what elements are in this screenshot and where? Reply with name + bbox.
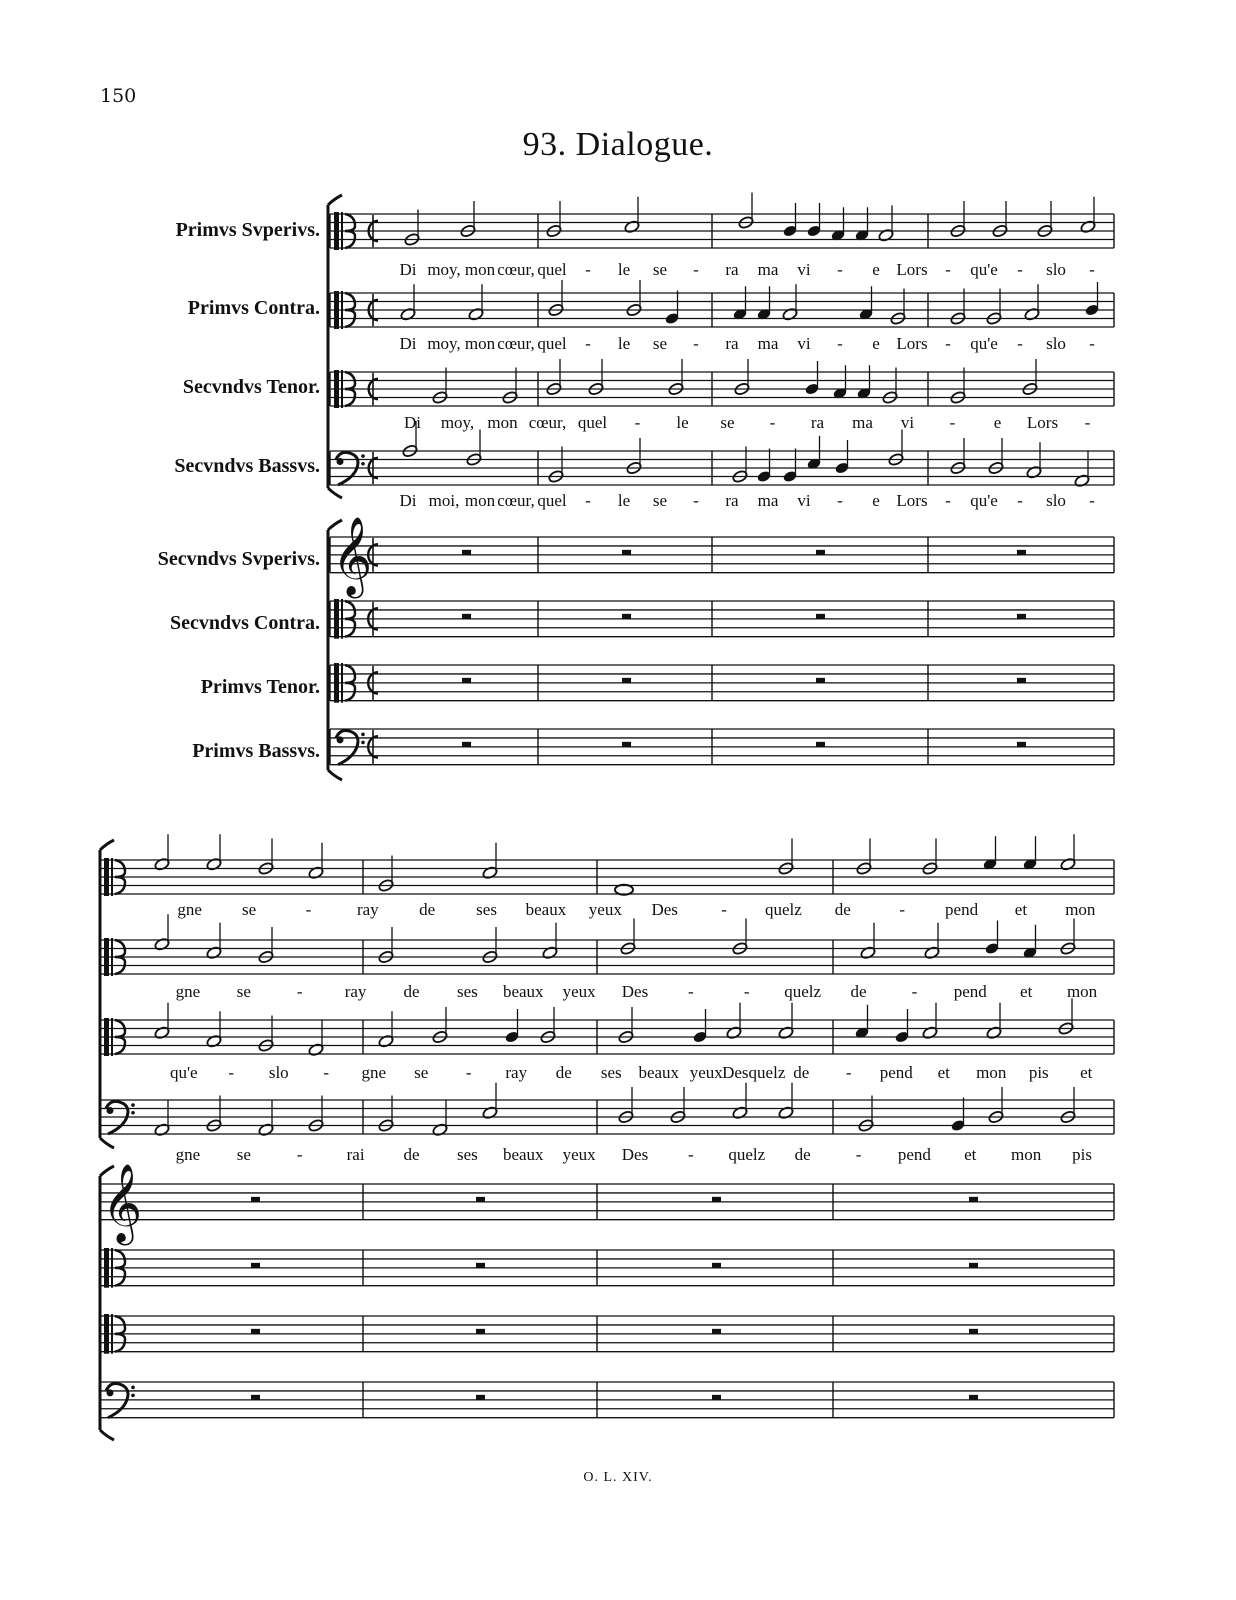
lyric-syllable: slo [268,1063,289,1082]
lyric-syllable: ma [757,491,779,510]
part-label: Primvs Bassvs. [192,740,320,762]
lyric-syllable: - [296,1145,303,1164]
whole-rest [969,1329,978,1334]
lyric-syllable: slo [1046,491,1066,510]
lyric-syllable: vi [797,260,811,279]
lyric-syllable: - [1017,491,1023,510]
lyric-syllable: Di [399,334,417,353]
c-clef [104,938,109,976]
lyric-syllable: - [585,260,591,279]
lyric-syllable: ray [505,1063,528,1082]
lyric-syllable: se [652,260,668,279]
lyric-syllable: qu'e [970,260,998,279]
f-clef [361,733,365,737]
lyric-syllable: de [419,900,436,919]
part-label: Primvs Tenor. [200,676,320,698]
lyric-syllable: - [305,900,312,919]
lyric-syllable: qu'e [970,491,998,510]
lyric-syllable: - [465,1063,472,1082]
lyric-syllable: - [845,1063,852,1082]
lyric-syllable: et [1014,900,1028,919]
lyric-syllable: mon [976,1063,1007,1082]
lyric-syllable: rai [346,1145,365,1164]
lyric-syllable: beaux [638,1063,680,1082]
lyric-syllable: gne [175,982,201,1001]
lyric-syllable: beaux [502,1145,544,1164]
c-clef [341,212,343,250]
c-clef [341,291,343,329]
whole-note [615,885,633,895]
lyric-syllable: - [1089,334,1095,353]
lyric-syllable: ses [476,900,497,919]
lyric-syllable: Des [621,982,649,1001]
lyric-syllable: et [1020,982,1033,1001]
lyric-syllable: - [585,491,591,510]
lyric-syllable: - [945,334,951,353]
lyric-syllable: gne [175,1145,201,1164]
lyric-syllable: vi [900,413,915,432]
c-clef [104,858,109,896]
lyric-syllable: Di [399,260,417,279]
lyric-syllable: se [241,900,257,919]
lyric-syllable: e [993,413,1002,432]
whole-rest [251,1329,260,1334]
lyric-syllable: qu'e [970,334,998,353]
whole-rest [1017,550,1026,555]
whole-rest [476,1197,485,1202]
whole-rest [712,1263,721,1268]
c-clef [104,1314,109,1354]
lyric-syllable: e [872,334,880,353]
piece-title: 93. Dialogue. [522,126,714,163]
lyric-syllable: quelz [784,982,822,1001]
lyric-syllable: beaux [525,900,567,919]
lyric-syllable: - [945,491,951,510]
lyric-syllable: moy, [427,334,461,353]
lyric-syllable: - [688,1145,694,1164]
whole-rest [622,742,631,747]
part-label: Secvndvs Bassvs. [174,455,320,477]
whole-rest [476,1329,485,1334]
f-clef [361,741,365,745]
whole-rest [476,1263,485,1268]
lyric-syllable: slo [1046,260,1066,279]
lyric-syllable: mon [1065,900,1096,919]
lyric-syllable: mon [487,413,518,432]
lyric-syllable: pend [879,1063,913,1082]
lyric-syllable: - [721,900,727,919]
lyric-syllable: - [949,413,956,432]
lyric-syllable: - [296,982,303,1001]
whole-rest [622,678,631,683]
lyric-syllable: yeux [689,1063,723,1082]
page-number: 150 [100,85,137,107]
staff-lines [100,195,1114,1440]
f-clef [106,1101,128,1134]
whole-rest [1017,678,1026,683]
lyric-syllable: quel [577,413,608,432]
lyric-syllable: Des [621,1145,649,1164]
f-clef [336,452,358,485]
whole-rest [712,1329,721,1334]
lyric-syllable: ra [810,413,825,432]
lyric-syllable: pis [1072,1145,1092,1164]
lyric-syllable: - [769,413,776,432]
lyric-syllable: beaux [502,982,544,1001]
f-clef [337,458,344,465]
whole-rest [1017,614,1026,619]
lyric-syllable: mon [464,260,496,279]
whole-rest [462,742,471,747]
lyric-syllable: Desquelz [722,1063,786,1082]
lyric-syllable: - [693,260,699,279]
lyric-syllable: Di [399,491,417,510]
lyric-syllable: - [1089,260,1095,279]
whole-rest [969,1395,978,1400]
lyric-syllable: qu'e [169,1063,198,1082]
f-clef [107,1107,114,1114]
lyric-syllable: mon [1066,982,1098,1001]
lyric-syllable: mon [1011,1145,1042,1164]
whole-rest [462,614,471,619]
lyric-syllable: quel [537,334,567,353]
whole-rest [462,550,471,555]
c-clef [111,1248,113,1288]
f-clef [131,1103,135,1107]
lyric-syllable: gne [361,1063,387,1082]
c-clef [334,663,339,703]
lyric-syllable: de [403,1145,420,1164]
c-clef [111,1018,113,1056]
lyric-syllable: de [555,1063,572,1082]
lyric-syllable: quelz [728,1145,766,1164]
lyric-syllable: se [652,334,668,353]
lyric-syllable: vi [797,334,811,353]
lyric-syllable: - [693,491,699,510]
c-clef [341,599,343,639]
lyric-syllable: Lors [896,491,928,510]
lyric-syllable: ra [725,260,739,279]
whole-rest [969,1197,978,1202]
f-clef [107,1389,114,1396]
lyric-syllable: vi [797,491,811,510]
lyric-syllable: de [403,982,420,1001]
c-clef [111,858,113,896]
c-clef [334,291,339,329]
g-clef: 𝄞 [102,1162,143,1242]
whole-rest [816,678,825,683]
lyric-syllable: cœur, [497,260,535,279]
lyric-syllable: - [228,1063,235,1082]
lyric-syllable: slo [1046,334,1066,353]
c-clef [334,370,339,408]
part-label: Secvndvs Svperivs. [157,548,320,570]
c-clef [104,1018,109,1056]
lyric-syllable: ses [456,982,478,1001]
lyric-syllable: ra [725,491,739,510]
lyric-syllable: pend [953,982,987,1001]
lyric-syllable: quelz [765,900,802,919]
lyric-syllable: moi, [428,491,460,510]
lyric-syllable: - [1089,491,1095,510]
lyric-syllable: de [794,1145,811,1164]
lyric-syllable: yeux [562,982,596,1001]
lyric-syllable: - [688,982,694,1001]
lyric-syllable: cœur, [528,413,567,432]
lyric-syllable: Lors [896,260,928,279]
lyric-syllable: moy, [440,413,475,432]
f-clef [106,1383,128,1417]
notes [154,193,1100,1400]
whole-rest [251,1197,260,1202]
lyric-syllable: ses [456,1145,478,1164]
lyric-syllable: - [911,982,918,1001]
lyric-syllable: yeux [588,900,622,919]
whole-rest [816,742,825,747]
c-clef [111,938,113,976]
part-label: Secvndvs Tenor. [182,376,320,398]
lyric-syllable: de [793,1063,810,1082]
lyric-syllable: et [937,1063,950,1082]
whole-rest [712,1197,721,1202]
c-clef [111,1314,113,1354]
lyric-syllable: cœur, [497,491,535,510]
lyric-syllable: se [236,982,251,1001]
lyric-syllable: ses [600,1063,622,1082]
g-clef: 𝄞 [332,515,373,595]
lyric-syllable: - [634,413,641,432]
f-clef [361,462,365,466]
f-clef [131,1394,135,1398]
lyric-syllable: Lors [1026,413,1059,432]
whole-rest [1017,742,1026,747]
lyric-syllable: ma [757,334,779,353]
lyric-syllable: moy, [427,260,461,279]
lyric-syllable: - [899,900,906,919]
lyric-syllable: e [872,491,880,510]
lyric-syllable: - [855,1145,862,1164]
lyric-syllable: - [693,334,699,353]
lyric-syllable: le [676,413,689,432]
f-clef [337,736,344,743]
lyric-syllable: - [837,260,843,279]
whole-rest [622,550,631,555]
part-label: Primvs Svperivs. [175,219,320,241]
lyric-syllable: ray [356,900,379,919]
lyric-syllable: et [1080,1063,1093,1082]
lyric-syllable: se [652,491,668,510]
lyric-syllable: - [837,334,843,353]
whole-rest [251,1395,260,1400]
lyric-syllable: gne [177,900,202,919]
lyric-syllable: e [872,260,880,279]
lyric-syllable: yeux [562,1145,596,1164]
whole-rest [462,678,471,683]
f-clef [131,1386,135,1390]
lyric-syllable: quel [537,491,567,510]
lyric-syllable: se [414,1063,429,1082]
lyric-syllable: cœur, [497,334,535,353]
lyric-syllable: - [743,982,750,1001]
lyric-syllable: - [1017,334,1023,353]
whole-rest [476,1395,485,1400]
lyric-syllable: quel [537,260,567,279]
whole-rest [622,614,631,619]
whole-rest [816,550,825,555]
lyric-syllable: se [720,413,735,432]
lyric-syllable: ra [725,334,739,353]
whole-rest [816,614,825,619]
footer-signature: O. L. XIV. [583,1470,653,1485]
c-clef [334,599,339,639]
lyric-syllable: de [850,982,867,1001]
f-clef [361,454,365,458]
f-clef [131,1111,135,1115]
lyric-syllable: pis [1028,1063,1049,1082]
lyric-syllable: - [323,1063,330,1082]
lyric-syllable: ray [344,982,367,1001]
f-clef [336,730,358,764]
lyric-syllable: Di [404,413,421,432]
lyric-syllable: pend [945,900,979,919]
lyric-syllable: - [1017,260,1023,279]
lyric-syllable: et [964,1145,977,1164]
lyric-syllable: - [945,260,951,279]
part-label: Primvs Contra. [187,297,320,319]
whole-rest [712,1395,721,1400]
whole-rest [969,1263,978,1268]
lyric-syllable: - [585,334,591,353]
lyric-syllable: le [617,260,631,279]
part-label: Secvndvs Contra. [169,612,320,634]
lyric-syllable: pend [897,1145,931,1164]
lyric-syllable: de [834,900,851,919]
lyric-syllable: le [617,334,631,353]
lyric-syllable: ma [757,260,779,279]
c-clef [341,663,343,703]
lyric-syllable: le [617,491,631,510]
lyric-syllable: se [236,1145,251,1164]
lyric-syllable: mon [464,334,496,353]
c-clef [104,1248,109,1288]
lyric-syllable: Des [651,900,678,919]
lyric-syllable: ma [852,413,873,432]
c-clef [334,212,339,250]
lyric-syllable: - [1084,413,1091,432]
whole-rest [251,1263,260,1268]
lyric-syllable: mon [464,491,496,510]
lyric-syllable: - [837,491,843,510]
lyric-syllable: Lors [896,334,928,353]
c-clef [341,370,343,408]
